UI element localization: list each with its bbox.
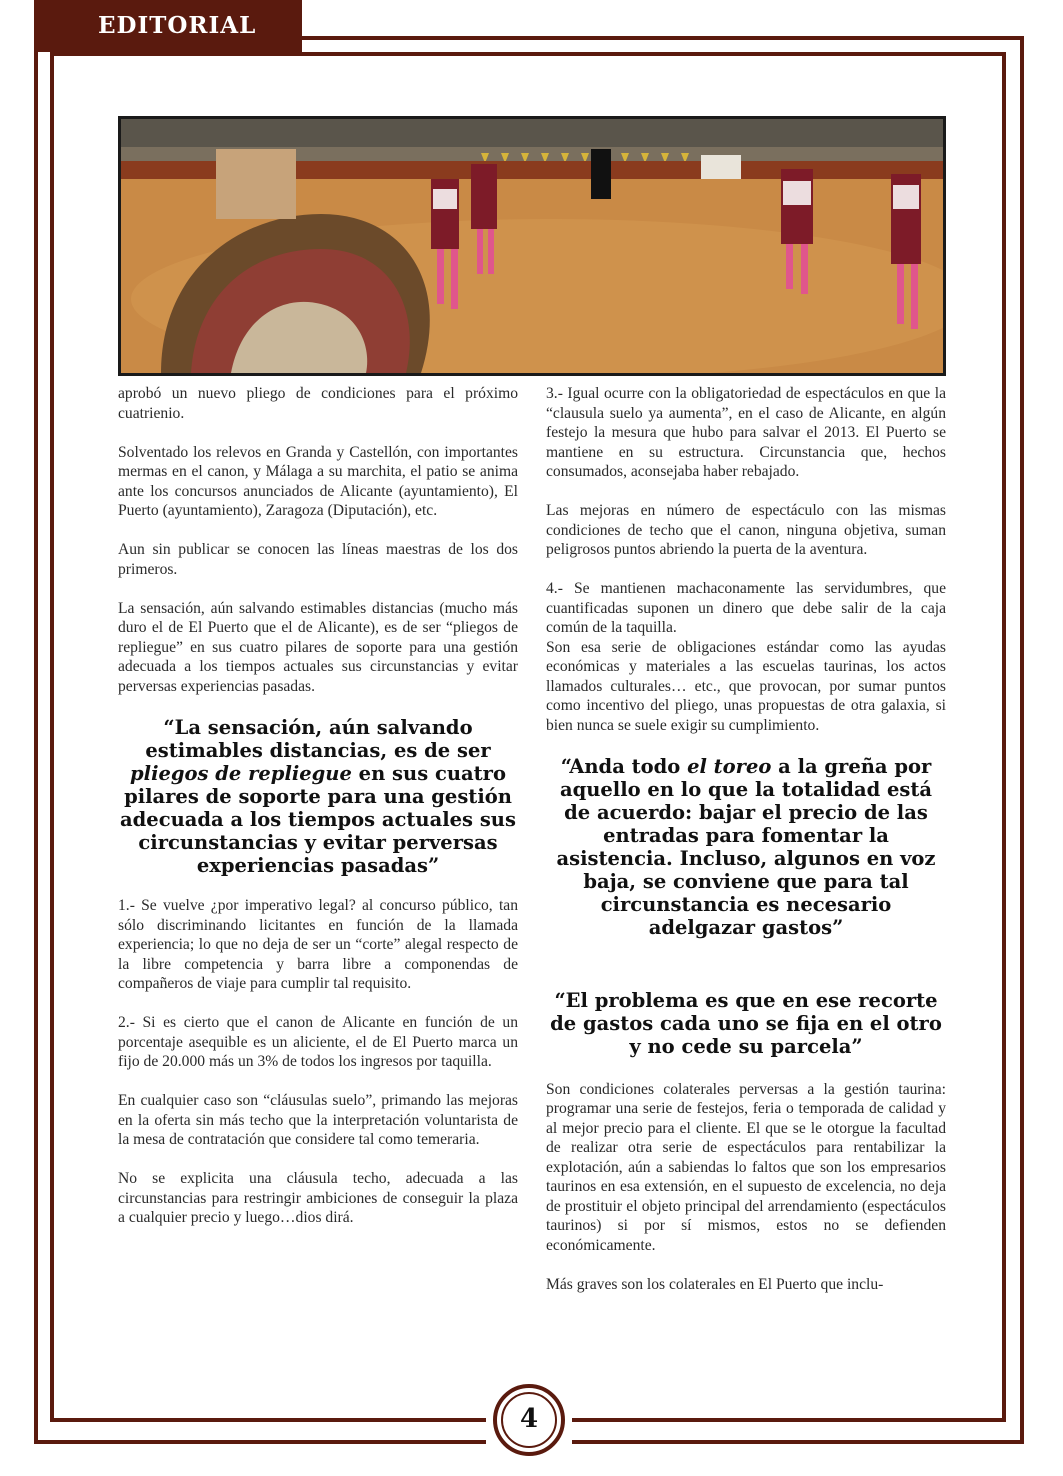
page-number-badge [493, 1384, 565, 1456]
paragraph: 1.- Se vuelve ¿por imperativo legal? al concurso público, tan sólo discriminando licitantes en función de la llamada experiencia; lo que no deja de ser un “corte” alegal respecto de la libre competencia y barra libre a componendas de compañeros de viaje para cumplir tal requisito. [118, 897, 518, 992]
paragraph: Solventado los relevos en Granda y Castellón, con importantes mermas en el canon, y Málaga a su marchita, el patio se anima ante los concursos anunciados de Alicante (ayuntamiento), El Puerto (ayuntamiento), Zaragoza (Diputación), etc. [118, 443, 518, 519]
paragraph: Son condiciones colaterales perversas a la gestión taurina: programar una serie de festejos, feria o temporada de calidad y al mejor precio para el cliente. El que se le otorgue la facultad de realizar otra serie de espectáculos para rentabilizar la explotación, aún a sabiendas lo faltos que son los empresarios taurinos en esa extensión, en el supuesto de excelencia, no deja de prostituir el objeto principal del arrendamiento (espectáculos taurinos) si por sí mismos, estos no se defienden económicamente. [546, 1080, 946, 1254]
paragraph: Más graves son los colaterales en El Puerto que inclu- [546, 1275, 884, 1293]
paragraph: Las mejoras en número de espectáculo con las mismas condiciones de techo que el canon, ninguna objetiva, suman peligrosos puntos abriendo la puerta de la aventura. [546, 502, 946, 558]
paragraph: Son esa serie de obligaciones estándar como las ayudas económicas y materiales a las escuelas taurinas, los actos llamados culturales… etc., que provocan, por sumar puntos como incentivo del pliego, unas propuestas de otra galaxia, si bien nunca se suele exigir su cumplimiento. [546, 638, 946, 734]
quote-emphasis: el toreo [687, 754, 772, 778]
quote-emphasis: pliegos de repliegue [130, 761, 352, 785]
paragraph: En cualquier caso son “cláusulas suelo”, primando las mejoras en la oferta sin más techo que la interpretación voluntarista de la mesa de contratación que considere tal como temeraria. [118, 1092, 518, 1148]
paragraph: No se explicita una cláusula techo, adecuada a las circunstancias para restringir ambiciones de conseguir la plaza a cualquier precio y luego…dios dirá. [118, 1170, 518, 1226]
column-right [546, 384, 946, 1314]
quote-text: en sus cuatro pilares de soporte para una gestión adecuada a los tiempos actuales sus circunstancias y evitar perversas experiencias pasadas” [120, 761, 516, 877]
paragraph: La sensación, aún salvando estimables distancias (mucho más duro el de El Puerto que el de Alicante), es de ser “pliegos de repliegue” en sus cuatro pilares de soporte para una gestión adecuada a los tiempos actuales sus circunstancias y evitar perversas experiencias pasadas. [118, 599, 518, 695]
pull-quote [546, 755, 946, 939]
section-title: EDITORIAL [98, 12, 257, 39]
quote-text: a la greña por aquello en lo que la totalidad está de acuerdo: bajar el precio de las entradas para fomentar la asistencia. Incluso, algunos en voz baja, se conviene que para tal circunstancia es necesario adelgazar gastos” [556, 754, 936, 939]
paragraph: 3.- Igual ocurre con la obligatoriedad de espectáculos en que la “clausula suelo ya aumenta”, en el caso de Alicante, en algún festejo la mesura que hubo para salvar el 2013. El Puerto se mantiene en su estructura. Circunstancia que, hechos consumados, aconsejaba haber rebajado. [546, 385, 946, 480]
quote-text: “La sensación, aún salvando estimables distancias, es de ser [145, 715, 491, 762]
column-left [118, 384, 518, 1247]
paragraph: Aun sin publicar se conocen las líneas maestras de los dos primeros. [118, 541, 518, 578]
paragraph: aprobó un nuevo pliego de condiciones para el próximo cuatrienio. [118, 385, 518, 422]
pull-quote [118, 716, 518, 877]
page-number: 4 [519, 1404, 539, 1434]
paragraph: 4.- Se mantienen machaconamente las servidumbres, que cuantificadas suponen un dinero que debe salir de la caja común de la taquilla. [546, 580, 946, 636]
bullring-illustration [121, 119, 943, 373]
pull-quote: “El problema es que en ese recorte de gastos cada uno se fija en el otro y no cede su parcela” [550, 988, 942, 1058]
quote-text: “Anda todo [560, 754, 688, 778]
paragraph: 2.- Si es cierto que el canon de Alicante en función de un porcentaje asequible es un aliciente, el de El Puerto marca un fijo de 20.000 más un 3% de todos los ingresos por taquilla. [118, 1014, 518, 1070]
bullring-photo [118, 116, 946, 376]
